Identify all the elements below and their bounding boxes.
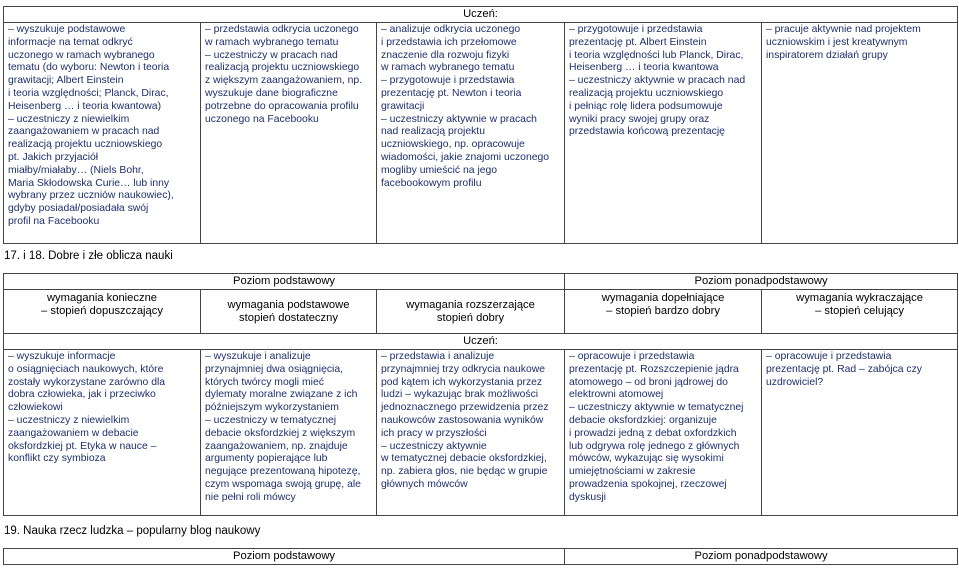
- cell-requirement-3: – analizuje odkrycia uczonego i przedstawia ich przełomowe znaczenie dla rozwoju fizyki w ramach wybranego tematu – przygotowuje i przedstawia prezentację pt. Newton i teoria grawitacji – uczestniczy aktywnie w pracach nad realizacją projektu uczniowskiego, np. opracowuje wiadomości, jakie znajomi uczonego mogliby umieścić na jego facebookowym profilu: [377, 23, 565, 244]
- cell-requirement-1: – wyszukuje informacje o osiągnięciach naukowych, które zostały wykorzystane zarówno dla dobra człowieka, jak i przeciwko człowiekowi – uczestniczy z niewielkim zaangażowaniem w debacie oksfordzkiej pt. Etyka w nauce – konflikt czy symbioza: [4, 350, 201, 516]
- cell-requirement-4: – opracowuje i przedstawia prezentację pt. Rozszczepienie jądra atomowego – od broni jądrowej do elektrowni atomowej – uczestniczy aktywnie w tematycznej debacie oksfordzkiej: organizuje i prowadzi jedną z debat oxfordzkich lub odgrywa rolę jednego z głównych mówców, wykazując się wysokimi umiejętnościami w zakresie prowadzenia spokojnej, rzeczowej dyskusji: [565, 350, 762, 516]
- req-header-3: wymagania rozszerzające stopień dobry: [377, 290, 565, 334]
- req-header-4: wymagania dopełniające – stopień bardzo dobry: [565, 290, 762, 334]
- level-basic-header: Poziom podstawowy: [4, 549, 565, 565]
- student-header: Uczeń:: [4, 334, 958, 350]
- req-header-5: wymagania wykraczające – stopień celujący: [762, 290, 958, 334]
- cell-requirement-3: – przedstawia i analizuje przynajmniej trzy odkrycia naukowe pod kątem ich wykorzystania przez ludzi – wykazując brak możliwości jednoznacznego przewidzenia przez naukowców zastosowania wyników ich pracy w przyszłości – uczestniczy aktywnie w tematycznej debacie oksfordzkiej, np. zabiera głos, nie będąc w grupie głównych mówców: [377, 350, 565, 516]
- cell-requirement-1: – wyszukuje podstawowe informacje na temat odkryć uczonego w ramach wybranego tematu (do wyboru: Newton i teoria grawitacji; Albert Einstein i teoria względności; Planck, Dirac, Heisenberg … i teoria kwantowa) – uczestniczy z niewielkim zaangażowaniem w pracach nad realizacją projektu uczniowskiego pt. Jakich przyjaciół miałby/miałaby… (Niels Bohr, Maria Skłodowska Curie… lub inny wybrany przez uczniów naukowiec), gdyby posiadał/posiadała swój profil na Facebooku: [4, 23, 201, 244]
- req-header-2: wymagania podstawowe stopień dostateczny: [201, 290, 377, 334]
- cell-requirement-5: – opracowuje i przedstawia prezentację pt. Rad – zabójca czy uzdrowiciel?: [762, 350, 958, 516]
- cell-requirement-4: – przygotowuje i przedstawia prezentację pt. Albert Einstein i teoria względności lub Planck, Dirac, Heisenberg … i teoria kwantowa – uczestniczy aktywnie w pracach nad realizacją projektu uczniowskiego i pełniąc rolę lidera podsumowuje wyniki pracy swojej grupy oraz przedstawia końcową prezentację: [565, 23, 762, 244]
- student-header: Uczeń:: [4, 7, 958, 23]
- req-header-1: wymagania konieczne – stopień dopuszczający: [4, 290, 201, 334]
- cell-requirement-2: – przedstawia odkrycia uczonego w ramach wybranego tematu – uczestniczy w pracach nad realizacją projektu uczniowskiego z większym zaangażowaniem, np. wyszukuje dane biograficzne potrzebne do opracowania profilu uczonego na Facebooku: [201, 23, 377, 244]
- section-title-19: 19. Nauka rzecz ludzka – popularny blog naukowy: [4, 525, 261, 537]
- level-basic-header: Poziom podstawowy: [4, 274, 565, 290]
- section-title-17-18: 17. i 18. Dobre i złe oblicza nauki: [4, 250, 173, 262]
- requirements-table-3: [3, 548, 958, 565]
- level-advanced-header: Poziom ponadpodstawowy: [565, 274, 958, 290]
- requirements-table-2: [3, 273, 958, 516]
- requirements-table-1: [3, 6, 958, 244]
- cell-requirement-5: – pracuje aktywnie nad projektem uczniowskim i jest kreatywnym inspiratorem działań grupy: [762, 23, 958, 244]
- cell-requirement-2: – wyszukuje i analizuje przynajmniej dwa osiągnięcia, których twórcy mogli mieć dylematy moralne związane z ich późniejszym wykorzystaniem – uczestniczy w tematycznej debacie oksfordzkiej z większym zaangażowaniem, np. znajduje argumenty popierające lub negujące prezentowaną hipotezę, czym wspomaga swoją grupę, ale nie pełni roli mówcy: [201, 350, 377, 516]
- level-advanced-header: Poziom ponadpodstawowy: [565, 549, 958, 565]
